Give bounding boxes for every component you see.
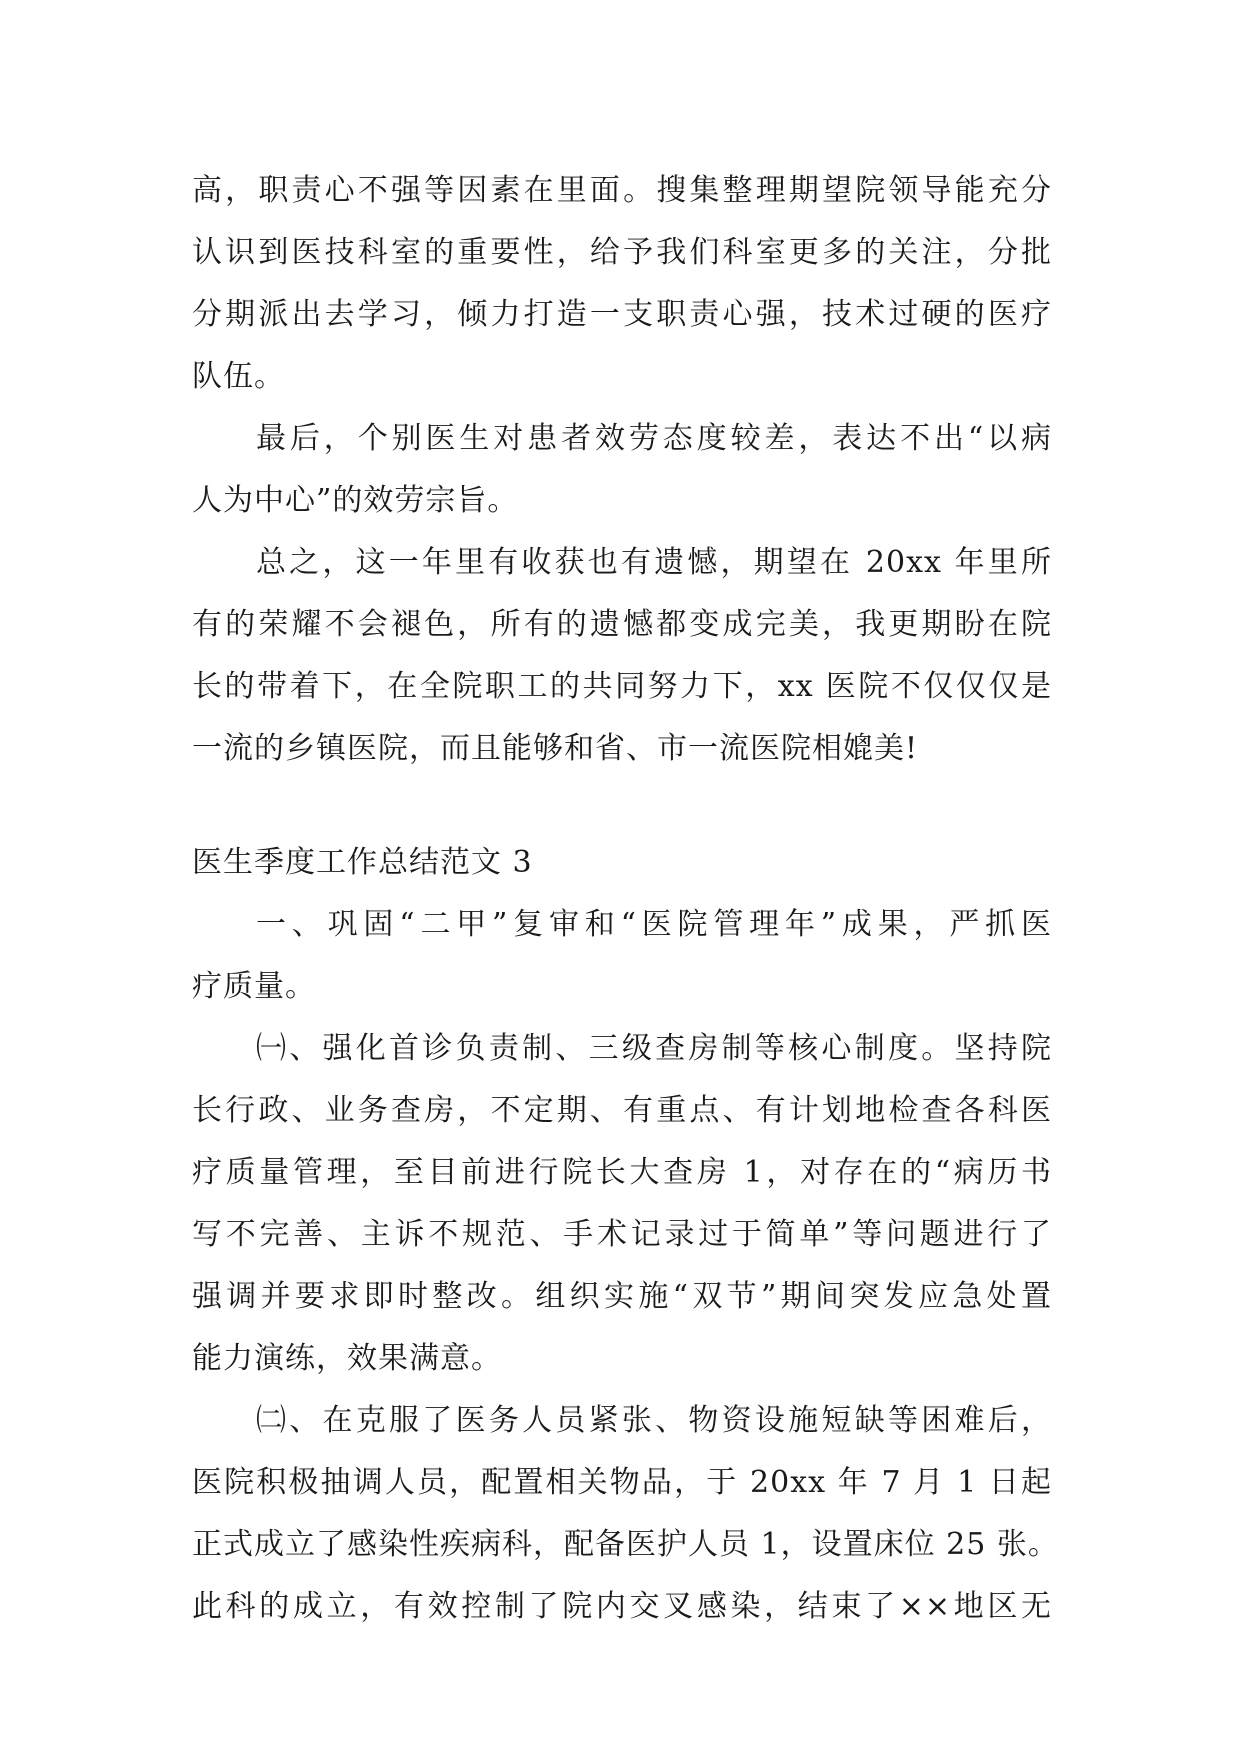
paragraph-line: 能力演练，效果满意。 [192,1341,502,1376]
paragraph-line: ㈡、在克服了医务人员紧张、物资设施短缺等困难后， [256,1403,1052,1438]
paragraph-line: 队伍。 [192,359,285,394]
paragraph-line: 写不完善、主诉不规范、手术记录过于简单”等问题进行了 [192,1217,1052,1252]
paragraph-line: 一流的乡镇医院，而且能够和省、市一流医院相媲美! [192,731,919,766]
paragraph-line: 强调并要求即时整改。组织实施“双节”期间突发应急处置 [192,1279,1052,1314]
document-body [192,160,1059,1638]
paragraph-line: 总之，这一年里有收获也有遗憾，期望在 20xx 年里所 [256,545,1052,580]
section-gap [192,780,1052,832]
paragraph-line: 疗质量管理，至目前进行院长大查房 1，对存在的“病历书 [192,1155,1052,1190]
paragraph-line: 长行政、业务查房，不定期、有重点、有计划地检查各科医 [192,1093,1052,1128]
paragraph-line: 人为中心”的效劳宗旨。 [192,483,519,518]
paragraph-line: 疗质量。 [192,969,316,1004]
paragraph-line: ㈠、强化首诊负责制、三级查房制等核心制度。坚持院 [256,1031,1052,1066]
paragraph-line: 有的荣耀不会褪色，所有的遗憾都变成完美，我更期盼在院 [192,607,1052,642]
paragraph-line: 一、巩固“二甲”复审和“医院管理年”成果，严抓医 [256,907,1052,942]
paragraph-line: 分期派出去学习，倾力打造一支职责心强，技术过硬的医疗 [192,297,1052,332]
paragraph-line: 高，职责心不强等因素在里面。搜集整理期望院领导能充分 [192,173,1052,208]
paragraph-line: 长的带着下，在全院职工的共同努力下，xx 医院不仅仅仅是 [192,669,1052,704]
paragraph-line: 正式成立了感染性疾病科，配备医护人员 1，设置床位 25 张。 [192,1527,1059,1562]
paragraph-line: 认识到医技科室的重要性，给予我们科室更多的关注，分批 [192,235,1052,270]
paragraph-line: 最后，个别医生对患者效劳态度较差，表达不出“以病 [256,421,1052,456]
section-heading: 医生季度工作总结范文 3 [192,845,533,880]
paragraph-line: 医院积极抽调人员，配置相关物品，于 20xx 年 7 月 1 日起 [192,1465,1052,1500]
paragraph-line: 此科的成立，有效控制了院内交叉感染，结束了××地区无 [192,1589,1052,1624]
